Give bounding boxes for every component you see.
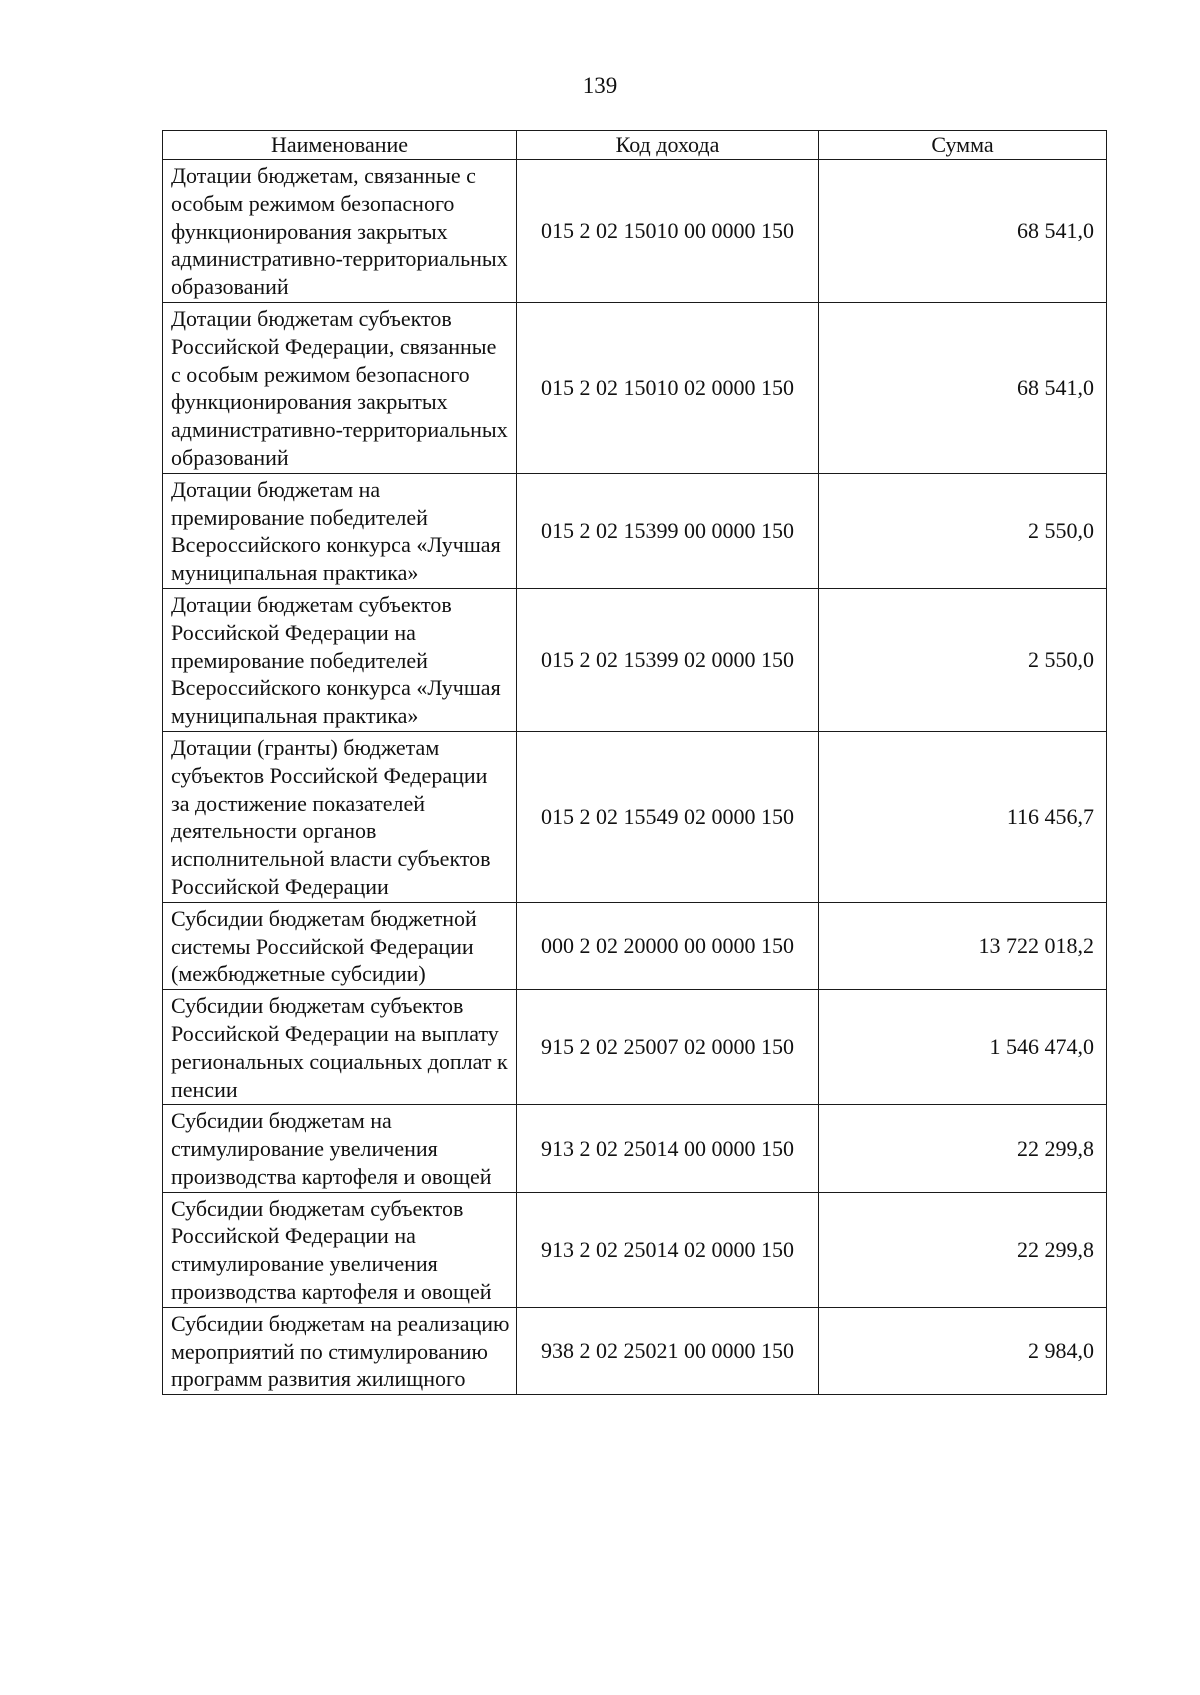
row-sum: 2 550,0 xyxy=(819,473,1107,588)
row-name: Дотации бюджетам на премирование победителей Всероссийского конкурса «Лучшая муниципальная практика» xyxy=(163,473,517,588)
header-sum: Сумма xyxy=(819,131,1107,160)
row-sum: 68 541,0 xyxy=(819,302,1107,473)
table-row xyxy=(163,1105,1107,1192)
row-code: 015 2 02 15010 02 0000 150 xyxy=(517,302,819,473)
table-row xyxy=(163,902,1107,989)
table-row xyxy=(163,990,1107,1105)
row-code: 015 2 02 15399 00 0000 150 xyxy=(517,473,819,588)
row-name: Дотации бюджетам субъектов Российской Федерации, связанные с особым режимом безопасного функционирования закрытых административно-территориальных образований xyxy=(163,302,517,473)
table-row xyxy=(163,302,1107,473)
row-sum: 1 546 474,0 xyxy=(819,990,1107,1105)
table-row xyxy=(163,473,1107,588)
table-header-row xyxy=(163,131,1107,160)
row-sum: 22 299,8 xyxy=(819,1192,1107,1307)
row-name: Субсидии бюджетам на стимулирование увеличения производства картофеля и овощей xyxy=(163,1105,517,1192)
row-code: 938 2 02 25021 00 0000 150 xyxy=(517,1307,819,1394)
row-name: Дотации (гранты) бюджетам субъектов Российской Федерации за достижение показателей деятельности органов исполнительной власти субъектов Российской Федерации xyxy=(163,731,517,902)
row-sum: 2 550,0 xyxy=(819,588,1107,731)
row-code: 000 2 02 20000 00 0000 150 xyxy=(517,902,819,989)
row-sum: 2 984,0 xyxy=(819,1307,1107,1394)
row-code: 913 2 02 25014 00 0000 150 xyxy=(517,1105,819,1192)
row-sum: 68 541,0 xyxy=(819,160,1107,303)
row-code: 015 2 02 15399 02 0000 150 xyxy=(517,588,819,731)
row-name: Субсидии бюджетам субъектов Российской Федерации на выплату региональных социальных доплат к пенсии xyxy=(163,990,517,1105)
table-row xyxy=(163,160,1107,303)
table-row xyxy=(163,731,1107,902)
revenue-table xyxy=(162,130,1107,1395)
row-code: 015 2 02 15549 02 0000 150 xyxy=(517,731,819,902)
table-row xyxy=(163,1192,1107,1307)
header-code: Код дохода xyxy=(517,131,819,160)
table-row xyxy=(163,588,1107,731)
row-sum: 116 456,7 xyxy=(819,731,1107,902)
row-code: 915 2 02 25007 02 0000 150 xyxy=(517,990,819,1105)
page-number: 139 xyxy=(582,73,618,98)
table-row xyxy=(163,1307,1107,1394)
row-sum: 22 299,8 xyxy=(819,1105,1107,1192)
row-name: Дотации бюджетам субъектов Российской Федерации на премирование победителей Всероссийского конкурса «Лучшая муниципальная практика» xyxy=(163,588,517,731)
header-name: Наименование xyxy=(163,131,517,160)
row-code: 015 2 02 15010 00 0000 150 xyxy=(517,160,819,303)
row-name: Субсидии бюджетам субъектов Российской Федерации на стимулирование увеличения производства картофеля и овощей xyxy=(163,1192,517,1307)
row-sum: 13 722 018,2 xyxy=(819,902,1107,989)
row-name: Субсидии бюджетам на реализацию мероприятий по стимулированию программ развития жилищного xyxy=(163,1307,517,1394)
row-code: 913 2 02 25014 02 0000 150 xyxy=(517,1192,819,1307)
row-name: Дотации бюджетам, связанные с особым режимом безопасного функционирования закрытых административно-территориальных образований xyxy=(163,160,517,303)
row-name: Субсидии бюджетам бюджетной системы Российской Федерации (межбюджетные субсидии) xyxy=(163,902,517,989)
